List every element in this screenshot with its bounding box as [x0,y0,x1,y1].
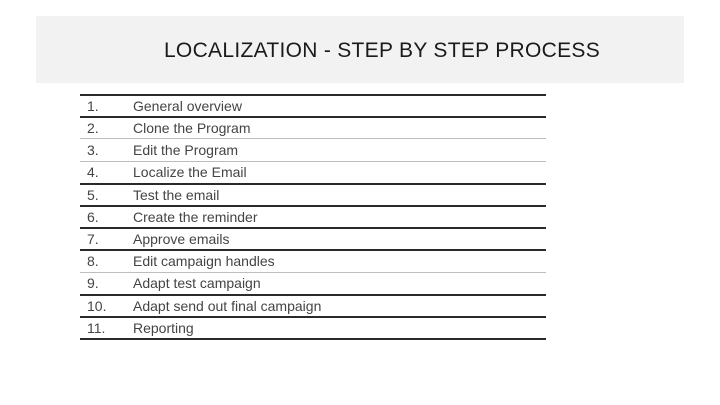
table-row [80,249,546,271]
step-number: 8. [87,253,99,270]
step-number: 1. [87,98,99,115]
step-label: Create the reminder [133,209,258,226]
step-label: Test the email [133,186,220,203]
slide-title: LOCALIZATION - STEP BY STEP PROCESS [163,39,601,62]
title-band [36,16,684,83]
table-row [80,94,546,116]
table-row [80,316,546,340]
step-label: Edit the Program [133,141,239,158]
step-label: Adapt test campaign [133,275,261,292]
table-row [80,138,546,160]
step-number: 7. [87,231,99,248]
step-number: 5. [87,186,99,203]
step-number: 6. [87,209,99,226]
step-label: Reporting [133,319,194,336]
table-row [80,294,546,316]
table-row [80,272,546,294]
table-row [80,183,546,205]
step-number: 9. [87,275,99,292]
step-number: 11. [87,319,106,336]
step-number: 3. [87,141,99,158]
table-row [80,205,546,227]
table-row [80,116,546,138]
steps-table [80,94,546,340]
step-label: Edit campaign handles [133,253,275,270]
table-row [80,161,546,183]
step-label: Localize the Email [133,164,247,181]
step-label: General overview [133,98,242,115]
table-row [80,227,546,249]
step-number: 4. [87,164,99,181]
step-label: Adapt send out final campaign [133,297,322,314]
step-label: Approve emails [133,231,230,248]
step-number: 2. [87,120,99,137]
step-number: 10. [87,297,107,314]
step-label: Clone the Program [133,120,251,137]
